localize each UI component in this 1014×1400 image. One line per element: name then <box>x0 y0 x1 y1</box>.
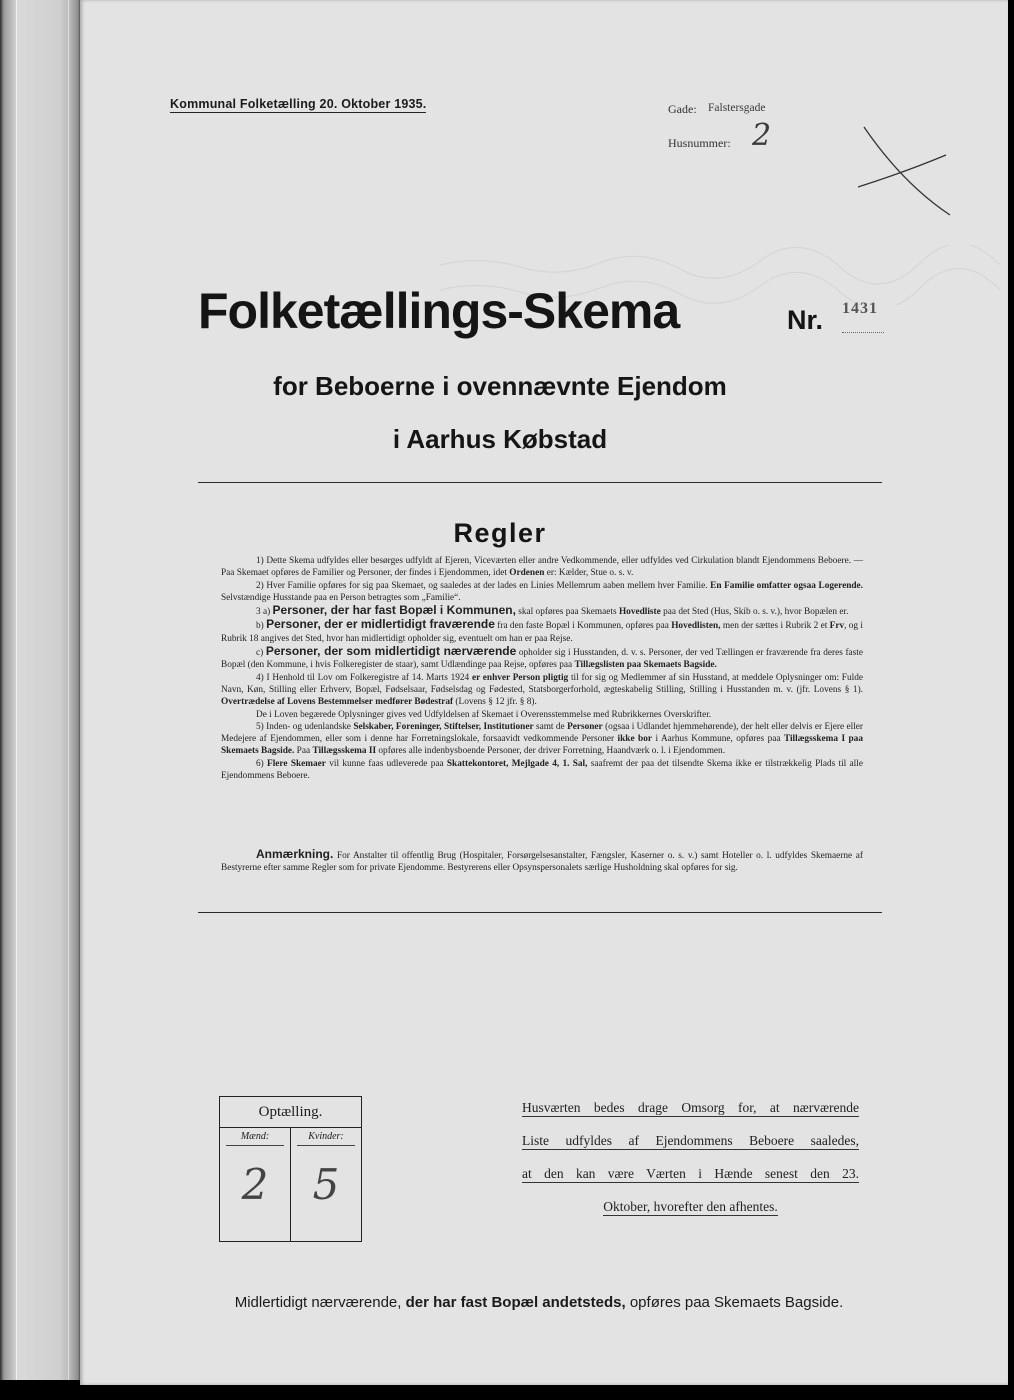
census-form-page <box>80 0 1008 1385</box>
rule-3a: 3 a) Personer, der har fast Bopæl i Kommunen, skal opføres paa Skemaets Hovedliste paa det Sted (Hus, Skib o. s. v.), hvor Bopælen er. <box>256 603 849 618</box>
men-label: Mænd: <box>226 1131 284 1146</box>
count-box <box>219 1096 362 1242</box>
book-binding <box>0 0 80 1380</box>
pencil-cross-mark <box>850 115 960 225</box>
binding-edge-line <box>16 0 17 1380</box>
annotation-title: Anmærkning. <box>256 847 334 861</box>
women-label: Kvinder: <box>297 1131 355 1146</box>
form-number-line <box>842 332 884 333</box>
rule-1: 1) Dette Skema udfyldes eller besørges udfyldt af Ejeren, Viceværten eller andre Vedkommende, eller udfyldes ved Cirkulation blandt Ejendommens Beboere. — Paa Skemaet opføres de Familier og Personer, der findes i Ejendommen, idet Ordenen er: Kælder, Stue o. s. v. <box>221 556 863 579</box>
street-label: Gade: <box>668 102 697 116</box>
men-column <box>220 1127 291 1241</box>
women-count: 5 <box>312 1160 340 1209</box>
form-number-label: Nr. <box>787 305 824 335</box>
rule-2: 2) Hver Familie opføres for sig paa Skemaet, og saaledes at der lades en Linies Mellemrum aaben mellem hver Familie. En Familie omfatter ogsaa Logerende. Selvstændige Husstande paa en Person betragtes som „Familie“. <box>221 580 863 603</box>
house-number-label: Husnummer: <box>668 136 731 150</box>
notice-line: Oktober, hvorefter den afhentes. <box>603 1199 778 1214</box>
form-title: Folketællings-Skema <box>198 283 680 339</box>
notice-line: at den kan være Værten i Hænde senest den 23. <box>522 1166 859 1181</box>
house-number-value: 2 <box>752 118 772 153</box>
notice-line: Liste udfyldes af Ejendommens Beboere saaledes, <box>522 1133 859 1148</box>
divider <box>198 482 882 483</box>
count-box-title: Optælling. <box>220 1097 361 1128</box>
rule-6: 6) Flere Skemaer vil kunne faas udleverede paa Skattekontoret, Mejlgade 4, 1. Sal, saafremt der paa det tilsendte Skema ikke er tilstrækkelig Plads til alle Ejendommens Beboere. <box>221 758 863 782</box>
landlord-notice <box>522 1097 859 1229</box>
binding-edge-line <box>68 0 69 1380</box>
men-count: 2 <box>241 1160 269 1209</box>
form-number-value: 1431 <box>842 300 878 317</box>
rule-5: 5) Inden- og udenlandske Selskaber, Foreninger, Stiftelser, Institutioner samt de Personer (ogsaa i Udlandet hjemmehørende), der helt eller delvis er Ejere eller Medejere af Ejendommen, eller som i denne har Forretningslokale, forsaavidt vedkommende Personer ikke bor i Aarhus Kommune, opføres paa Tillægsskema I paa Skemaets Bagside. Paa Tillægsskema II opføres alle indenbysboende Personer, der driver Forretning, Haandværk o. l. i Ejendommen. <box>221 721 863 757</box>
rule-3c: c) Personer, der som midlertidigt nærværende opholder sig i Husstanden, d. v. s. Personer, der ved Tællingen er fraværende fra deres faste Bopæl (den Kommune, i hvis Folkeregister de staar), samt Udlændinge paa Rejse, opføres paa Tillægslisten paa Skemaets Bagside. <box>221 644 864 671</box>
rule-4: 4) I Henhold til Lov om Folkeregistre af 14. Marts 1924 er enhver Person pligtig til for sig og Medlemmer af sin Husstand, at meddele Oplysninger om: Fulde Navn, Køn, Stilling eller Erhverv, Bopæl, Fødselsaar, Fødselsdag og Fødested, Statsborgerforhold, ægteskabelig Stilling, Stilling i Husstanden m. v. (jfr. Lovens § 1). Overtrædelse af Lovens Bestemmelser medfører Bødestraf (Lovens § 12 jfr. § 8). <box>221 672 863 708</box>
rule-3b: b) Personer, der er midlertidigt fraværende fra den faste Bopæl i Kommunen, opføres paa Hovedlisten, men der sættes i Rubrik 2 et Frv, og i Rubrik 18 angives det Sted, hvor han midlertidigt opholder sig, eventuelt om han er paa Rejse. <box>221 617 864 644</box>
divider <box>198 912 882 913</box>
women-column <box>291 1127 361 1241</box>
rules-heading: Regler <box>453 518 547 548</box>
form-subtitle: for Beboerne i ovennævnte Ejendom <box>273 371 727 401</box>
rules-text <box>221 555 863 782</box>
census-header: Kommunal Folketælling 20. Oktober 1935. <box>170 97 427 111</box>
rule-4-note: De i Loven begærede Oplysninger gives ved Udfyldelsen af Skemaet i Overensstemmelse med Rubrikkernes Overskrifter. <box>256 709 712 720</box>
form-location: i Aarhus Købstad <box>392 424 608 454</box>
street-value: Falstersgade <box>708 102 766 114</box>
annotation-text: Anmærkning. For Anstalter til offentlig Brug (Hospitaler, Forsørgelsesanstalter, Fængsler, Kaserner o. s. v.) samt Hoteller o. l. udfyldes Skemaerne af Bestyrerne efter samme Regler som for private Ejendomme. Bestyrerens eller Opsynspersonalets særlige Husholdning skal opføres for sig. <box>221 847 863 874</box>
notice-line: Husværten bedes drage Omsorg for, at nærværende <box>522 1100 859 1115</box>
footer-note: Midlertidigt nærværende, der har fast Bopæl andetsteds, opføres paa Skemaets Bagside. <box>234 1294 844 1311</box>
